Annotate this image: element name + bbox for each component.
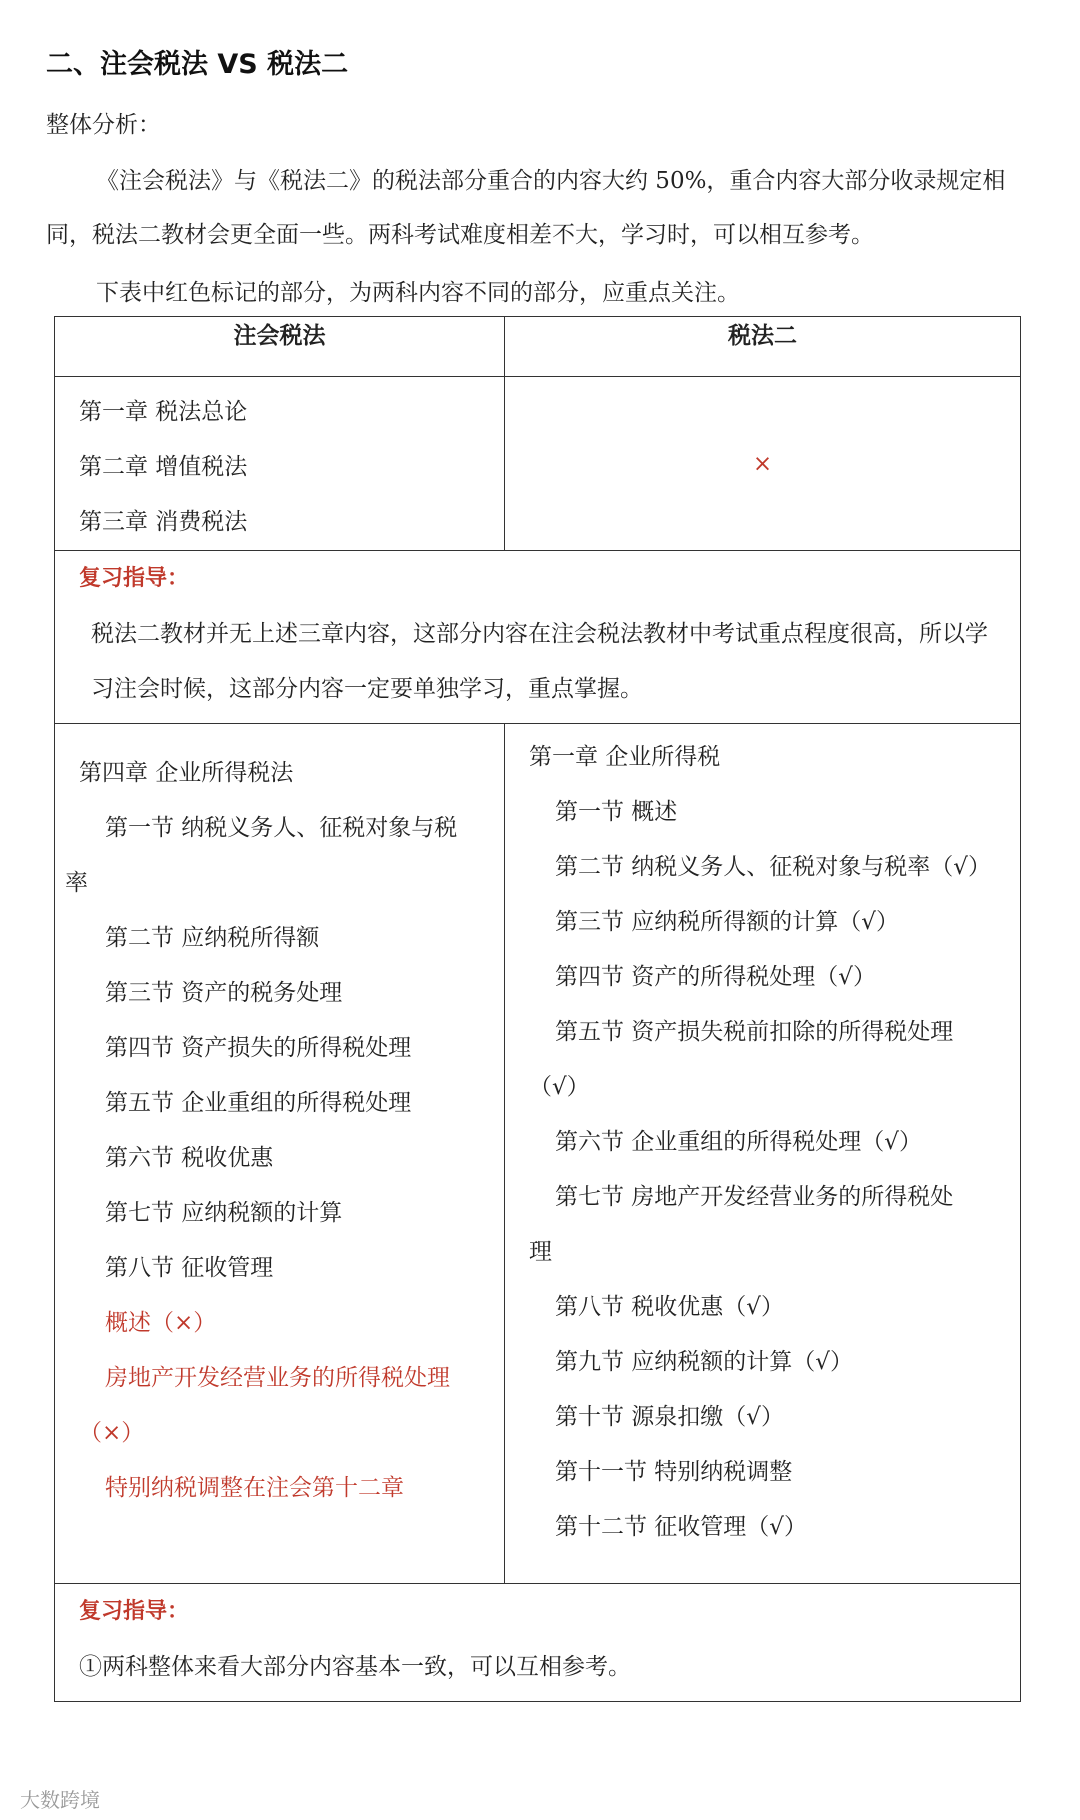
chapter-line: 第四章 企业所得税法 (79, 760, 294, 786)
red-note: 概述（×） (105, 1310, 217, 1336)
guide1-cell (55, 551, 1021, 724)
section-line: 第十一节 特别纳税调整 (555, 1459, 793, 1485)
chapter-line: 第一章 税法总论 (79, 399, 248, 425)
section-line: 第五节 企业重组的所得税处理 (105, 1090, 412, 1116)
section-line: 第七节 应纳税额的计算 (105, 1200, 343, 1226)
header-right: 税法二 (505, 317, 1021, 377)
section-line: 第三节 资产的税务处理 (105, 980, 343, 1006)
guide1-title: 复习指导： (79, 566, 190, 591)
section1-left (55, 377, 505, 551)
page-heading: 二、注会税法 VS 税法二 (46, 49, 349, 80)
section-line: 第十节 源泉扣缴（√） (555, 1404, 784, 1430)
section-line: 第八节 征收管理 (105, 1255, 274, 1281)
section-line: 第二节 应纳税所得额 (105, 925, 320, 951)
section-line-wrap: 率 (65, 870, 88, 896)
red-note: 房地产开发经营业务的所得税处理 (105, 1365, 450, 1391)
guide1-text: 税法二教材并无上述三章内容，这部分内容在注会税法教材中考试重点程度很高，所以学习注会时候，这部分内容一定要单独学习，重点掌握。 (91, 621, 988, 702)
section-line: 第七节 房地产开发经营业务的所得税处 (555, 1184, 954, 1210)
section2-row (55, 724, 1021, 1584)
chapter-line: 第二章 增值税法 (79, 454, 248, 480)
section-line: 第一节 概述 (555, 799, 678, 825)
guide2-title: 复习指导： (79, 1599, 190, 1624)
header-left: 注会税法 (55, 317, 505, 377)
analysis-label: 整体分析： (46, 112, 161, 138)
section2-left (55, 724, 505, 1584)
section-line: 第十二节 征收管理（√） (555, 1514, 807, 1540)
guide2-row (55, 1584, 1021, 1702)
section-line: 第九节 应纳税额的计算（√） (555, 1349, 853, 1375)
section-line: 第四节 资产损失的所得税处理 (105, 1035, 412, 1061)
guide2-cell (55, 1584, 1021, 1702)
section-line: 第四节 资产的所得税处理（√） (555, 964, 876, 990)
section-line: 第八节 税收优惠（√） (555, 1294, 784, 1320)
red-note: 特别纳税调整在注会第十二章 (105, 1475, 404, 1501)
section-line-wrap: （√） (529, 1074, 590, 1100)
table-header-row (55, 317, 1021, 377)
cross-mark: × (505, 377, 1021, 551)
guide1-row (55, 551, 1021, 724)
section-line: 第三节 应纳税所得额的计算（√） (555, 909, 899, 935)
section1-row (55, 377, 1021, 551)
footer-watermark: 大数跨境 (20, 1788, 100, 1812)
chapter-line: 第三章 消费税法 (79, 509, 248, 535)
section-line: 第六节 企业重组的所得税处理（√） (555, 1129, 922, 1155)
section-line: 第五节 资产损失税前扣除的所得税处理 (555, 1019, 954, 1045)
section-line: 第二节 纳税义务人、征税对象与税率（√） (555, 854, 991, 880)
red-note-wrap: （×） (79, 1420, 145, 1446)
note-paragraph: 下表中红色标记的部分，为两科内容不同的部分，应重点关注。 (96, 280, 740, 306)
intro-paragraph: 《注会税法》与《税法二》的税法部分重合的内容大约 50%，重合内容大部分收录规定相同，税法二教材会更全面一些。两科考试难度相差不大，学习时，可以相互参考。 (46, 168, 1006, 248)
section-line-wrap: 理 (529, 1239, 552, 1265)
chapter-line: 第一章 企业所得税 (529, 744, 721, 770)
comparison-table (54, 316, 1021, 1702)
section-line: 第一节 纳税义务人、征税对象与税 (105, 815, 458, 841)
section2-right (505, 724, 1021, 1584)
section-line: 第六节 税收优惠 (105, 1145, 274, 1171)
guide2-text: ①两科整体来看大部分内容基本一致，可以互相参考。 (79, 1654, 631, 1680)
